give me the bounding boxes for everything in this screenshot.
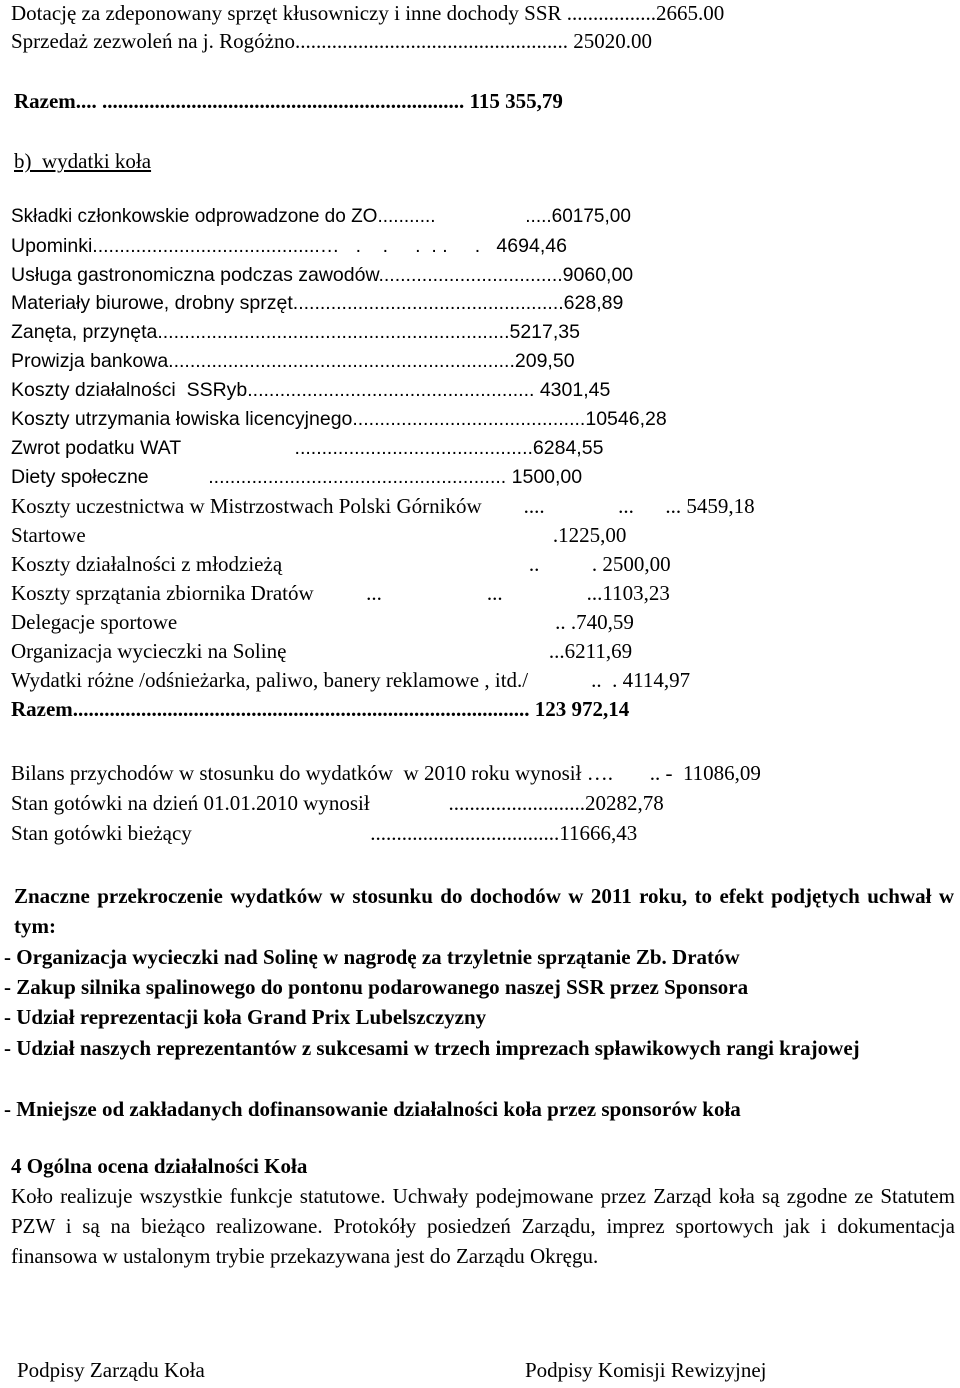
expense-line: Koszty utrzymania łowiska licencyjnego...........................................10546,28 (11, 408, 667, 430)
expense-line: Startowe .1225,00 (11, 523, 627, 547)
income-line-deposit: Dotację za zdeponowany sprzęt kłusowniczy i inne dochody SSR .................2665.00 (11, 1, 725, 25)
expense-line: Usługa gastronomiczna podczas zawodów..................................9060,00 (11, 264, 634, 286)
expense-line: Koszty działalności z młodzieżą .. . 2500,00 (11, 552, 671, 576)
expense-line: Koszty sprzątania zbiornika Dratów ... ... ...1103,23 (11, 581, 670, 605)
overrun-item: - Organizacja wycieczki nad Solinę w nagrodę za trzyletnie sprzątanie Zb. Dratów (4, 945, 740, 969)
expense-line: Delegacje sportowe .. .740,59 (11, 610, 634, 634)
overrun-intro: Znaczne przekroczenie wydatków w stosunku do dochodów w 2011 roku, to efekt podjętych uchwał w tym: (14, 884, 954, 938)
expense-line: Prowizja bankowa................................................................209,50 (11, 350, 575, 372)
overrun-item: - Udział reprezentacji koła Grand Prix Lubelszczyzny (4, 1005, 487, 1029)
expense-line: Wydatki różne /odśnieżarka, paliwo, banery reklamowe , itd./ .. . 4114,97 (11, 668, 691, 692)
expense-line: Koszty działalności SSRyb..................................................... 4301,45 (11, 379, 611, 401)
expense-line: Składki członkowskie odprowadzone do ZO........... .....60175,00 (11, 206, 631, 227)
expense-line: Diety społeczne ....................................................... 1500,00 (11, 466, 583, 488)
expense-line: Zanęta, przynęta.................................................................5217,35 (11, 321, 580, 343)
expense-line: Upominki..........................................… . . . . . . 4694,46 (11, 235, 567, 257)
overrun-item: - Mniejsze od zakładanych dofinansowanie działalności koła przez sponsorów koła (4, 1097, 741, 1121)
expense-line: Zwrot podatku WAT ............................................6284,55 (11, 437, 604, 459)
income-line-permits: Sprzedaż zezwoleń na j. Rogóżno.................................................... 25020.00 (11, 29, 652, 53)
expense-line: Organizacja wycieczki na Solinę ...6211,69 (11, 639, 633, 663)
section-body: Koło realizuje wszystkie funkcje statutowe. Uchwały podejmowane przez Zarząd koła są zgodne ze Statutem PZW i są na bieżąco realizowane. Protokóły posiedzeń Zarządu, imprez sportowych jak i dokumentacja finansowa w ustalonym trybie przekazywana jest do Zarządu Okręgu. (11, 1184, 955, 1268)
expenses-heading: b) wydatki koła (14, 149, 152, 173)
balance-line: Bilans przychodów w stosunku do wydatków w 2010 roku wynosił …. .. - 11086,09 (11, 761, 761, 785)
section-heading: 4 Ogólna ocena działalności Koła (11, 1154, 308, 1178)
expenses-total: Razem....................................................................................... 123 972,14 (11, 697, 630, 721)
expense-line: Materiały biurowe, drobny sprzęt..................................................628,89 (11, 292, 624, 314)
expense-line: Koszty uczestnictwa w Mistrzostwach Polski Górników .... ... ... 5459,18 (11, 494, 755, 518)
balance-line: Stan gotówki bieżący ....................................11666,43 (11, 821, 638, 845)
income-total: Razem.... ..................................................................... 115 355,79 (14, 89, 563, 113)
balance-line: Stan gotówki na dzień 01.01.2010 wynosił ..........................20282,78 (11, 791, 664, 815)
overrun-item: - Zakup silnika spalinowego do pontonu podarowanego naszej SSR przez Sponsora (4, 975, 749, 999)
overrun-item: - Udział naszych reprezentantów z sukcesami w trzech imprezach spławikowych rangi krajowej (4, 1036, 860, 1060)
signature-audit: Podpisy Komisji Rewizyjnej (525, 1358, 767, 1382)
signature-board: Podpisy Zarządu Koła (17, 1358, 205, 1382)
